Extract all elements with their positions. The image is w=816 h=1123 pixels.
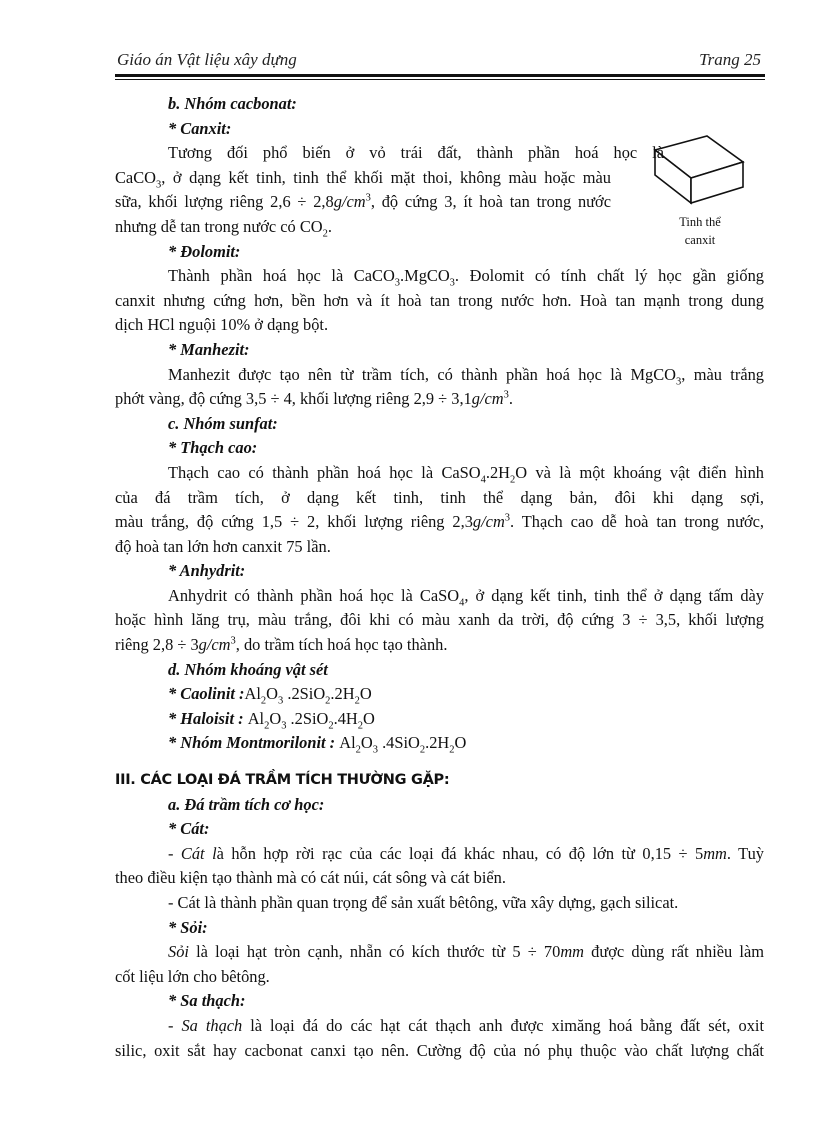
heading-sunfat: c. Nhóm sunfat:: [168, 413, 278, 433]
paragraph-line: [115, 387, 764, 412]
text: Al: [339, 733, 356, 753]
figure-caption-line: canxit: [684, 233, 716, 247]
text: , do trầm tích hoá học tạo thành.: [235, 635, 448, 655]
subscript: 2: [510, 474, 516, 486]
formula-label: * Caolinit :: [168, 684, 245, 704]
text: . Tuỳ: [726, 843, 764, 863]
subheading-dolomit: * Đolomit:: [168, 241, 241, 261]
unit: mm: [703, 843, 727, 863]
text: là loại hạt tròn cạnh, nhẵn có kích thước từ 5 ÷ 70: [188, 942, 561, 962]
text: .: [508, 389, 513, 409]
superscript: 3: [365, 192, 371, 204]
text: O: [362, 708, 375, 728]
subscript: 4: [480, 474, 486, 486]
paragraph-line: [115, 190, 611, 215]
superscript: 3: [503, 389, 509, 401]
paragraph-line: cốt liệu lớn cho bêtông.: [115, 966, 270, 986]
text: , độ cứng 3, ít hoà tan trong nước: [370, 192, 611, 212]
text: .2H: [485, 462, 510, 482]
paragraph-line: [115, 264, 764, 289]
paragraph-line: [115, 842, 764, 867]
text: Anhydrit có thành phần hoá học là CaSO: [168, 585, 460, 605]
text: nhưng dễ tan trong nước có CO: [115, 216, 323, 236]
subscript: 3: [372, 744, 378, 756]
text: CaCO: [115, 167, 156, 187]
text: Al: [247, 708, 265, 728]
page-header: [115, 50, 763, 76]
paragraph-line: [115, 166, 611, 191]
paragraph-line: [115, 141, 664, 166]
unit: g/cm: [198, 635, 231, 655]
heading-cacbonat: b. Nhóm cacbonat:: [168, 94, 297, 113]
paragraph-line: của đá trầm tích, ở dạng kết tinh, tinh thể dạng bản, đôi khi dạng sợi,: [115, 487, 764, 507]
text: .: [327, 216, 332, 236]
text: . Thạch cao dễ hoà tan trong nước,: [510, 512, 765, 532]
text: O và là một khoáng vật điển hình: [515, 462, 765, 482]
subheading-soi: * Sỏi:: [168, 917, 208, 937]
superscript: 3: [230, 635, 236, 647]
subscript: 2: [260, 695, 267, 707]
text: Al: [244, 684, 261, 704]
paragraph-line: [115, 363, 764, 388]
subscript: 2: [328, 720, 334, 732]
text: Manhezit được tạo nên từ trầm tích, có thành phần hoá học là MgCO: [168, 364, 676, 384]
text: màu trắng, độ cứng 1,5 ÷ 2, khối lượng riêng 2,3: [115, 512, 473, 532]
header-rule-thick: [115, 74, 765, 77]
text: , màu trắng: [681, 364, 764, 384]
text: à hỗn hợp rời rạc của các loại đá khác nhau, có độ lớn từ 0,15 ÷ 5: [216, 843, 704, 863]
text: O: [266, 684, 279, 704]
section-heading-iii: III. CÁC LOẠI ĐÁ TRẦM TÍCH THƯỜNG GẶP:: [115, 772, 450, 789]
paragraph-line: [115, 633, 764, 658]
formula-label: * Nhóm Montmorilonit :: [168, 733, 340, 753]
paragraph-line: silic, oxit sắt hay cacbonat canxi tạo nên. Cường độ của nó phụ thuộc vào chất lượng chất: [115, 1040, 764, 1060]
text: là loại đá do các hạt cát thạch anh được ximăng hoá bằng đất sét, oxit: [242, 1015, 764, 1035]
paragraph-line: [115, 461, 764, 486]
subscript: 2: [449, 744, 455, 756]
subscript: 2: [325, 695, 331, 707]
heading-tram-tich-co-hoc: a. Đá trầm tích cơ học:: [168, 794, 325, 814]
superscript: 3: [504, 512, 511, 524]
unit: mm: [560, 942, 584, 962]
subscript: 3: [394, 277, 401, 289]
subscript: 2: [419, 744, 426, 756]
text: O: [359, 684, 372, 704]
text: Thạch cao có thành phần hoá học là CaSO: [168, 462, 481, 482]
text: . Đolomit có tính chất lý học gần giống: [454, 266, 764, 286]
subscript: 3: [676, 375, 682, 387]
text: phớt vàng, độ cứng 3,5 ÷ 4, khối lượng riêng 2,9 ÷ 3,1: [115, 389, 472, 409]
paragraph-line: canxit nhưng cứng hơn, bền hơn và ít hoà tan trong nước hơn. Hoà tan mạnh trong dung: [115, 290, 764, 310]
subscript: 3: [281, 720, 287, 732]
subscript: 2: [357, 720, 363, 732]
unit: g/cm: [333, 192, 366, 212]
term: Sa thạch: [181, 1015, 243, 1035]
text: .2H: [330, 684, 355, 704]
term: Cát l: [180, 843, 217, 863]
text: O: [454, 733, 467, 753]
subscript: 3: [449, 277, 455, 289]
text: .MgCO: [400, 266, 450, 286]
heading-khoang-vat-set: d. Nhóm khoáng vật sét: [168, 659, 328, 679]
text: riêng 2,8 ÷ 3: [115, 635, 199, 655]
paragraph-line: - Cát là thành phần quan trọng để sản xuất bêtông, vữa xây dựng, gạch silicat.: [168, 893, 679, 912]
paragraph-line: [115, 510, 764, 535]
text: sữa, khối lượng riêng 2,6 ÷ 2,8: [115, 192, 334, 212]
subheading-manhezit: * Manhezit:: [168, 339, 250, 359]
header-page-number: Trang 25: [699, 50, 761, 69]
paragraph-line: [115, 1014, 764, 1039]
paragraph-line: hoặc hình lăng trụ, màu trắng, đôi khi có màu xanh da trời, độ cứng 3 ÷ 3,5, khối lượng: [115, 610, 764, 630]
text: .2SiO: [283, 684, 326, 704]
document-body: [115, 92, 764, 1063]
subscript: 3: [278, 695, 284, 707]
subheading-canxit: * Canxit:: [168, 118, 232, 138]
paragraph-line: độ hoà tan lớn hơn canxit 75 lần.: [115, 536, 331, 556]
text: Tương đối phổ biến ở vỏ trái đất, thành phần hoá học là: [168, 143, 664, 163]
subscript: 4: [459, 597, 465, 609]
paragraph-line: dịch HCl nguội 10% ở dạng bột.: [115, 315, 329, 335]
text: -: [168, 1015, 182, 1035]
paragraph-line: theo điều kiện tạo thành mà có cát núi, cát sông và cát biển.: [115, 868, 506, 888]
text: .4H: [333, 708, 358, 728]
text: , ở dạng kết tinh, tinh thể ở dạng tấm dày: [464, 585, 764, 605]
text: được dùng rất nhiều làm: [584, 942, 764, 962]
unit: g/cm: [471, 389, 504, 409]
text: .2SiO: [286, 708, 329, 728]
term: Sỏi: [168, 942, 189, 962]
subheading-anhydrit: * Anhydrit:: [168, 561, 246, 581]
text: .2H: [425, 733, 450, 753]
text: O: [360, 733, 373, 753]
text: .4SiO: [377, 733, 420, 753]
subheading-sa-thach: * Sa thạch:: [168, 991, 246, 1011]
formula-line-montmorilonit: [115, 731, 764, 756]
subscript: 2: [355, 744, 361, 756]
subscript: 2: [354, 695, 360, 707]
subscript: 2: [322, 228, 328, 240]
text: -: [168, 843, 181, 863]
text: , ở dạng kết tinh, tinh thể khối mặt thoi, không màu hoặc màu: [161, 167, 611, 187]
paragraph-line: [115, 584, 764, 609]
subheading-cat: * Cát:: [168, 819, 210, 839]
subscript: 3: [155, 179, 162, 191]
spacer: [115, 756, 764, 768]
formula-line-haloisit: [115, 707, 764, 732]
header-rule-thin: [115, 79, 765, 80]
unit: g/cm: [472, 512, 505, 532]
subscript: 2: [264, 720, 270, 732]
paragraph-line: [115, 940, 764, 965]
header-title: Giáo án Vật liệu xây dựng: [117, 50, 297, 69]
paragraph-line: [115, 215, 764, 240]
formula-label: * Haloisit :: [168, 708, 248, 728]
subheading-thach-cao: * Thạch cao:: [168, 438, 258, 458]
text: O: [269, 708, 282, 728]
text: Thành phần hoá học là CaCO: [168, 266, 395, 286]
formula-line-caolinit: [115, 682, 764, 707]
figure-caption-line: Tinh thể: [679, 215, 721, 229]
